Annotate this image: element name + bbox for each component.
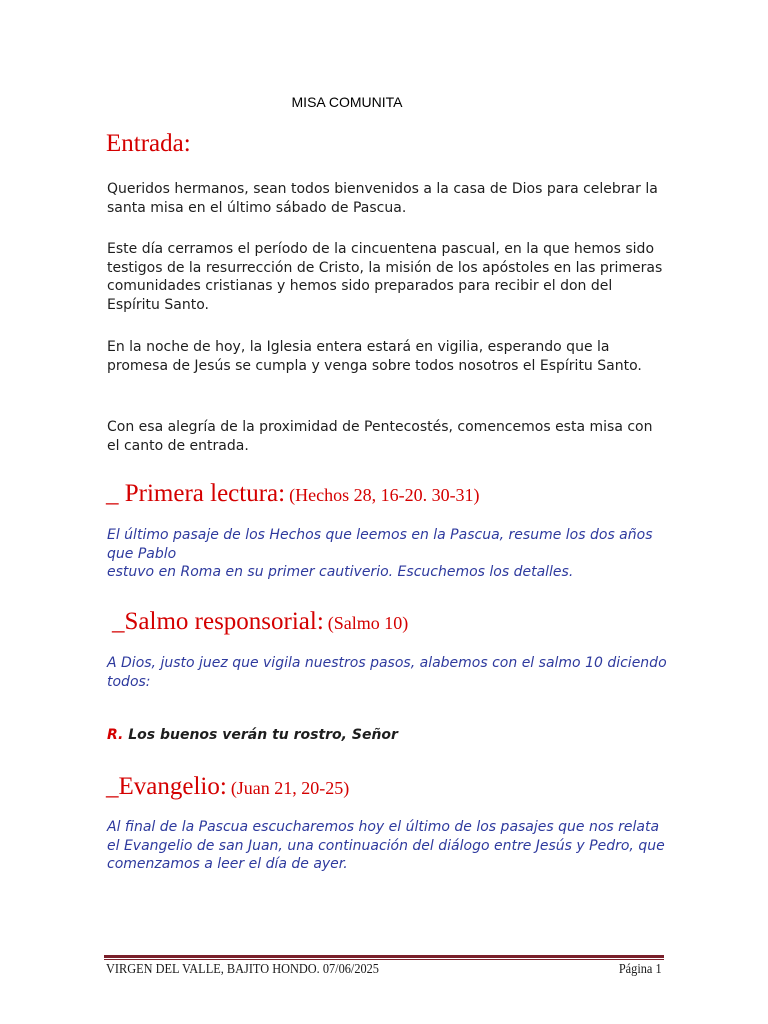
page-title: MISA COMUNITA (291, 94, 403, 110)
entrada-paragraph-1: Queridos hermanos, sean todos bienvenidos a la casa de Dios para celebrar la santa misa en el último sábado de Pascua. (107, 181, 658, 216)
primera-lectura-label: _ Primera lectura: (106, 480, 286, 507)
evangelio-heading (106, 773, 349, 801)
entrada-heading (106, 130, 191, 158)
footer-rule (104, 955, 664, 958)
salmo-reference: (Salmo 10) (327, 613, 409, 633)
footer-location-date: VIRGEN DEL VALLE, BAJITO HONDO. 07/06/2025 (106, 962, 379, 977)
salmo-commentary: A Dios, justo juez que vigila nuestros pasos, alabemos con el salmo 10 diciendo todos: (107, 655, 667, 690)
entrada-paragraph-4: Con esa alegría de la proximidad de Pentecostés, comencemos esta misa con el canto de entrada. (107, 419, 653, 454)
response-text: Los buenos verán tu rostro, Señor (128, 727, 398, 743)
entrada-heading-label: Entrada: (106, 130, 191, 157)
commentary-line: estuvo en Roma en su primer cautiverio. Escuchemos los detalles. (107, 564, 574, 580)
psalm-response (107, 727, 398, 743)
primera-lectura-reference: (Hechos 28, 16-20. 30-31) (289, 485, 480, 505)
salmo-heading (112, 608, 408, 636)
salmo-label: _Salmo responsorial: (112, 608, 324, 635)
commentary-line: El último pasaje de los Hechos que leemos en la Pascua, resume los dos años que Pablo (107, 527, 653, 562)
evangelio-reference: (Juan 21, 20-25) (230, 778, 350, 798)
footer-page-number: Página 1 (619, 962, 662, 977)
footer-rule-thin (104, 959, 664, 960)
primera-lectura-commentary (107, 526, 667, 582)
evangelio-label: _Evangelio: (106, 773, 227, 800)
entrada-paragraph-3: En la noche de hoy, la Iglesia entera estará en vigilia, esperando que la promesa de Jesús se cumpla y venga sobre todos nosotros el Espíritu Santo. (107, 339, 642, 374)
evangelio-commentary: Al final de la Pascua escucharemos hoy el último de los pasajes que nos relata el Evangelio de san Juan, una continuación del diálogo entre Jesús y Pedro, que comenzamos a leer el día de ayer. (107, 819, 665, 872)
response-marker: R. (107, 727, 124, 743)
entrada-paragraph-2: Este día cerramos el período de la cincuentena pascual, en la que hemos sido testigos de la resurrección de Cristo, la misión de los apóstoles en las primeras comunidades cristianas y hemos sido preparados para recibir el don del Espíritu Santo. (107, 241, 663, 313)
primera-lectura-heading (106, 480, 480, 508)
